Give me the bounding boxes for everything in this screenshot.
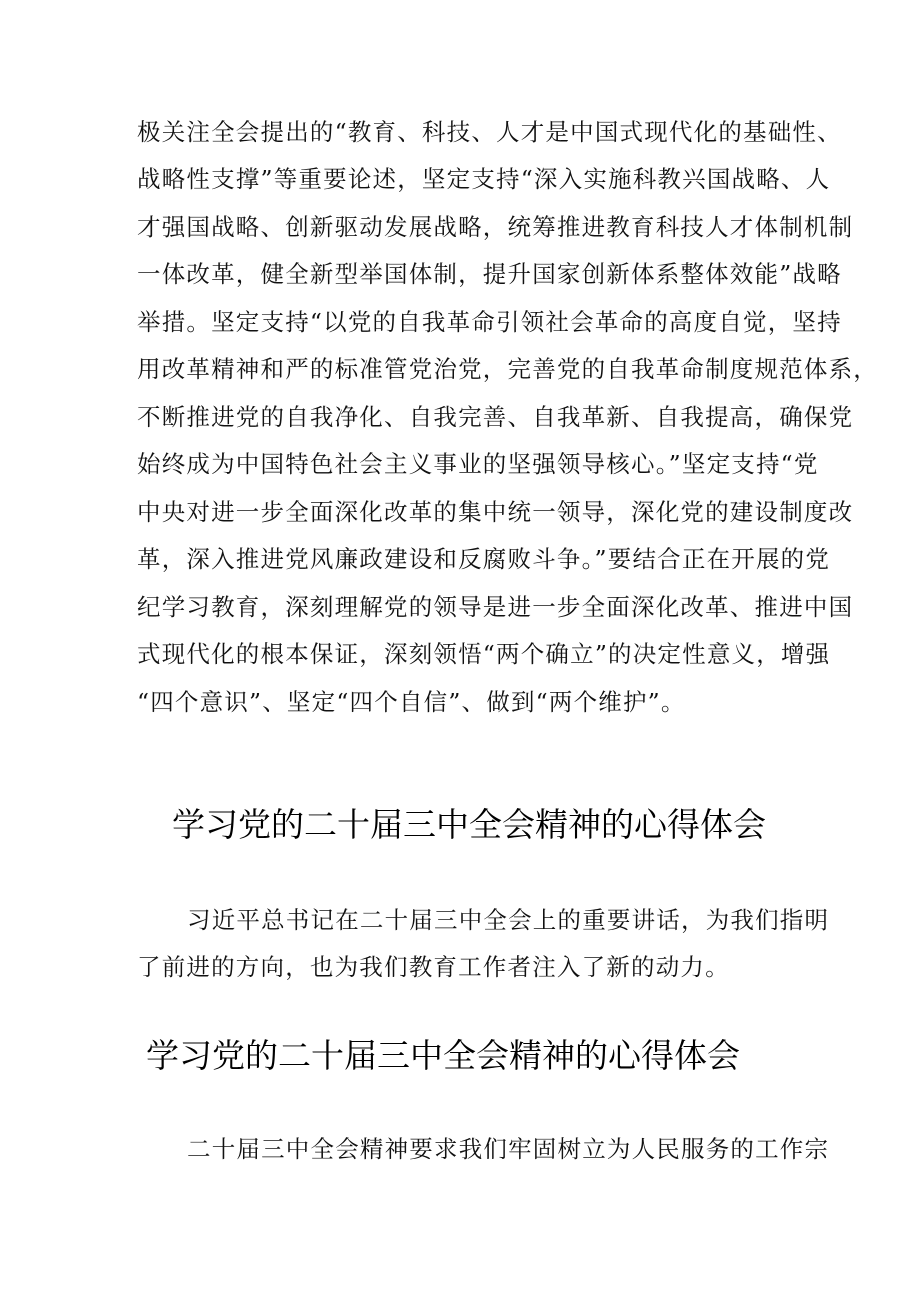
text-line: 习近平总书记在二十届三中全会上的重要讲话，为我们指明 [187,906,830,934]
text-line: 极关注全会提出的“教育、科技、人才是中国式现代化的基础性、 [137,118,842,146]
text-line: 了前进的方向，也为我们教育工作者注入了新的动力。 [137,953,730,981]
text-line: 一体改革，健全新型举国体制，提升国家创新体系整体效能”战略 [137,260,842,288]
text-line: 式现代化的根本保证，深刻领悟“两个确立”的决定性意义，增强 [137,640,831,668]
text-line: 始终成为中国特色社会主义事业的坚强领导核心。”坚定支持“党 [137,450,819,478]
text-line: 才强国战略、创新驱动发展战略，统筹推进教育科技人才体制机制 [137,213,854,241]
text-line: 用改革精神和严的标准管党治党，完善党的自我革命制度规范体系， [137,355,878,383]
section-heading: 学习党的二十届三中全会精神的心得体会 [146,1036,740,1075]
text-line: “四个意识”、坚定“四个自信”、做到“两个维护”。 [137,688,686,716]
text-line: 革，深入推进党风廉政建设和反腐败斗争。”要结合正在开展的党 [137,545,831,573]
text-line: 举措。坚定支持“以党的自我革命引领社会革命的高度自觉，坚持 [137,308,842,336]
text-line: 二十届三中全会精神要求我们牢固树立为人民服务的工作宗 [187,1135,830,1163]
text-line: 战略性支撑”等重要论述，坚定支持“深入实施科教兴国战略、人 [137,165,831,193]
section-heading: 学习党的二十届三中全会精神的心得体会 [172,805,766,844]
text-line: 中央对进一步全面深化改革的集中统一领导，深化党的建设制度改 [137,498,854,526]
text-line: 纪学习教育，深刻理解党的领导是进一步全面深化改革、推进中国 [137,593,854,621]
text-line: 不断推进党的自我净化、自我完善、自我革新、自我提高，确保党 [137,403,854,431]
